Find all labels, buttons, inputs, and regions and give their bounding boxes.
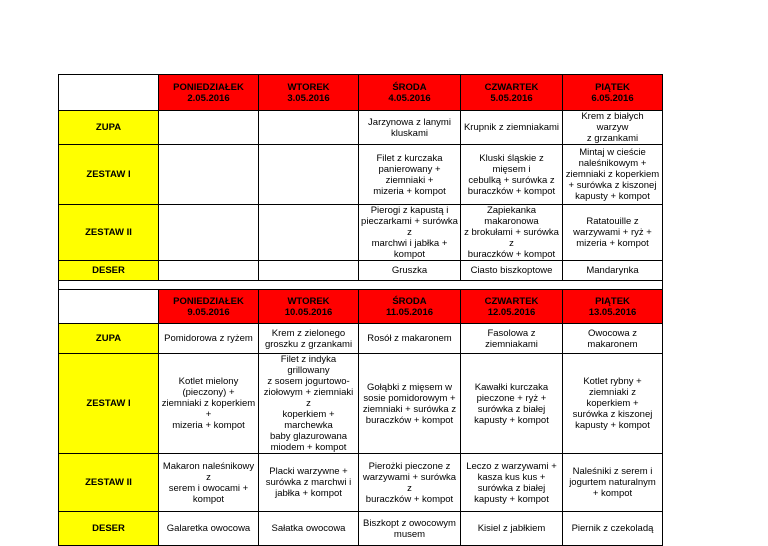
menu-cell: [259, 111, 359, 145]
week-spacer: [59, 281, 663, 290]
day-header: PONIEDZIAŁEK 2.05.2016: [159, 75, 259, 111]
row-label: ZESTAW II: [59, 205, 159, 261]
menu-cell: Pomidorowa z ryżem: [159, 324, 259, 354]
menu-cell: Owocowa z makaronem: [563, 324, 663, 354]
corner-cell: [59, 290, 159, 324]
menu-cell: Kotlet mielony (pieczony) + ziemniaki z koperkiem + mizeria + kompot: [159, 354, 259, 454]
week2-header-row: [59, 290, 663, 324]
menu-cell: Mintaj w cieście naleśnikowym + ziemniaki z koperkiem + surówka z kiszonej kapusty + kompot: [563, 145, 663, 205]
menu-cell: [259, 145, 359, 205]
week1-row-zupa: [59, 111, 663, 145]
week2-row-zestaw1: [59, 354, 663, 454]
menu-cell: Krupnik z ziemniakami: [461, 111, 563, 145]
menu-cell: [259, 261, 359, 281]
menu-cell: Kluski śląskie z mięsem i cebulką + surówka z buraczków + kompot: [461, 145, 563, 205]
day-header: ŚRODA 11.05.2016: [359, 290, 461, 324]
day-header: ŚRODA 4.05.2016: [359, 75, 461, 111]
menu-cell: Zapiekanka makaronowa z brokułami + surówka z buraczków + kompot: [461, 205, 563, 261]
week2-row-zestaw2: [59, 454, 663, 512]
menu-cell: Ratatouille z warzywami + ryż + mizeria + kompot: [563, 205, 663, 261]
week2-row-zupa: [59, 324, 663, 354]
menu-cell: Makaron naleśnikowy z serem i owocami + kompot: [159, 454, 259, 512]
menu-cell: [159, 111, 259, 145]
menu-cell: Krem z białych warzyw z grzankami: [563, 111, 663, 145]
row-label: DESER: [59, 261, 159, 281]
menu-cell: [159, 261, 259, 281]
menu-cell: Piernik z czekoladą: [563, 512, 663, 546]
row-label: ZUPA: [59, 324, 159, 354]
day-header: CZWARTEK 12.05.2016: [461, 290, 563, 324]
menu-cell: Krem z zielonego groszku z grzankami: [259, 324, 359, 354]
menu-cell: Rosół z makaronem: [359, 324, 461, 354]
day-header: CZWARTEK 5.05.2016: [461, 75, 563, 111]
menu-cell: Pierożki pieczone z warzywami + surówka z buraczków + kompot: [359, 454, 461, 512]
week1-row-zestaw1: [59, 145, 663, 205]
menu-cell: Ciasto biszkoptowe: [461, 261, 563, 281]
week2-row-deser: [59, 512, 663, 546]
menu-cell: [159, 205, 259, 261]
week1-row-zestaw2: [59, 205, 663, 261]
menu-cell: Fasolowa z ziemniakami: [461, 324, 563, 354]
day-header: WTOREK 3.05.2016: [259, 75, 359, 111]
menu-cell: [259, 205, 359, 261]
menu-cell: Jarzynowa z lanymi kluskami: [359, 111, 461, 145]
day-header: PONIEDZIAŁEK 9.05.2016: [159, 290, 259, 324]
menu-cell: Leczo z warzywami + kasza kus kus + surówka z białej kapusty + kompot: [461, 454, 563, 512]
menu-cell: Gruszka: [359, 261, 461, 281]
week1-header-row: [59, 75, 663, 111]
menu-cell: Gołąbki z mięsem w sosie pomidorowym + ziemniaki + surówka z buraczków + kompot: [359, 354, 461, 454]
menu-cell: Biszkopt z owocowym musem: [359, 512, 461, 546]
week1-row-deser: [59, 261, 663, 281]
row-label: ZUPA: [59, 111, 159, 145]
menu-cell: Filet z kurczaka panierowany + ziemniaki + mizeria + kompot: [359, 145, 461, 205]
row-label: ZESTAW II: [59, 454, 159, 512]
menu-cell: Placki warzywne + surówka z marchwi i jabłka + kompot: [259, 454, 359, 512]
day-header: WTOREK 10.05.2016: [259, 290, 359, 324]
corner-cell: [59, 75, 159, 111]
row-label: DESER: [59, 512, 159, 546]
day-header: PIĄTEK 6.05.2016: [563, 75, 663, 111]
menu-cell: Kisiel z jabłkiem: [461, 512, 563, 546]
menu-cell: [159, 145, 259, 205]
menu-cell: Naleśniki z serem i jogurtem naturalnym + kompot: [563, 454, 663, 512]
menu-cell: Filet z indyka grillowany z sosem jogurtowo- ziołowym + ziemniaki z koperkiem + marchewka baby glazurowana miodem + kompot: [259, 354, 359, 454]
row-label: ZESTAW I: [59, 354, 159, 454]
menu-cell: Pierogi z kapustą i pieczarkami + surówka z marchwi i jabłka + kompot: [359, 205, 461, 261]
menu-cell: Sałatka owocowa: [259, 512, 359, 546]
menu-table: [58, 74, 663, 546]
menu-cell: Kotlet rybny + ziemniaki z koperkiem + surówka z kiszonej kapusty + kompot: [563, 354, 663, 454]
row-label: ZESTAW I: [59, 145, 159, 205]
menu-cell: Galaretka owocowa: [159, 512, 259, 546]
menu-cell: Kawałki kurczaka pieczone + ryż + surówka z białej kapusty + kompot: [461, 354, 563, 454]
day-header: PIĄTEK 13.05.2016: [563, 290, 663, 324]
menu-cell: Mandarynka: [563, 261, 663, 281]
